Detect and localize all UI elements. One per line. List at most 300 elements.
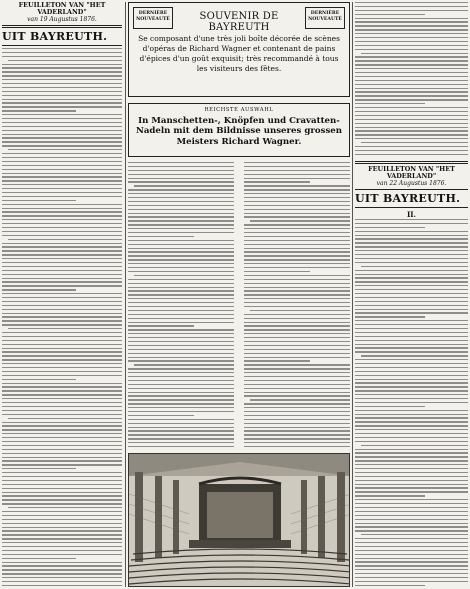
text-line — [128, 446, 234, 447]
text-line — [244, 178, 350, 179]
text-line — [244, 314, 350, 315]
text-line — [2, 530, 122, 531]
text-line — [355, 421, 468, 422]
text-line — [244, 353, 350, 354]
text-line — [128, 411, 234, 412]
text-line — [355, 398, 468, 399]
text-line — [355, 542, 468, 543]
text-line — [128, 162, 234, 163]
text-line — [2, 130, 122, 131]
text-line — [128, 384, 234, 385]
text-line — [8, 239, 122, 240]
text-line — [244, 419, 350, 420]
text-line — [355, 14, 425, 15]
text-line — [128, 213, 234, 214]
text-line — [244, 279, 350, 280]
text-line — [355, 491, 468, 492]
text-line — [2, 558, 76, 559]
text-line — [2, 523, 122, 524]
text-line — [128, 442, 234, 443]
text-line — [2, 519, 122, 520]
text-line — [2, 550, 122, 551]
text-line — [244, 306, 350, 307]
text-line — [355, 45, 468, 46]
text-line — [244, 251, 350, 252]
article-body-text — [128, 162, 234, 447]
text-line — [355, 56, 468, 57]
text-line — [250, 310, 350, 311]
text-line — [244, 205, 350, 206]
text-line — [128, 205, 234, 206]
text-line — [355, 324, 468, 325]
text-line — [244, 329, 350, 330]
text-line — [244, 364, 350, 365]
text-line — [355, 41, 468, 42]
text-line — [128, 166, 234, 167]
text-line — [355, 320, 468, 321]
text-line — [2, 390, 122, 391]
text-line — [355, 433, 468, 434]
text-line — [128, 232, 234, 233]
text-line — [355, 258, 468, 259]
text-line — [355, 111, 468, 112]
text-line — [2, 243, 122, 244]
text-line — [2, 153, 122, 154]
text-line — [128, 251, 234, 252]
text-line — [2, 64, 122, 65]
text-line — [128, 322, 234, 323]
text-line — [355, 441, 468, 442]
text-line — [355, 367, 468, 368]
text-line — [2, 95, 122, 96]
text-line — [244, 337, 350, 338]
text-line — [355, 569, 468, 570]
text-line — [355, 99, 468, 100]
text-line — [2, 266, 122, 267]
text-line — [355, 297, 468, 298]
text-line — [2, 433, 122, 434]
text-line — [355, 577, 468, 578]
text-line — [355, 507, 468, 508]
text-line — [244, 322, 350, 323]
text-line — [2, 223, 122, 224]
text-line — [355, 223, 468, 224]
section-rule — [355, 161, 468, 164]
text-line — [355, 312, 468, 313]
text-line — [2, 316, 122, 317]
column-divider — [352, 2, 353, 587]
text-line — [2, 340, 122, 341]
text-line — [355, 464, 468, 465]
text-line — [355, 60, 468, 61]
text-line — [128, 345, 234, 346]
text-line — [244, 427, 350, 428]
text-line — [128, 419, 234, 420]
text-line — [355, 449, 468, 450]
text-line — [355, 371, 468, 372]
text-line — [8, 418, 122, 419]
text-line — [128, 197, 234, 198]
ad-title: SOUVENIR DE BAYREUTH — [199, 11, 279, 33]
text-line — [128, 314, 234, 315]
text-line — [2, 488, 122, 489]
text-line — [2, 402, 122, 403]
text-line — [128, 372, 234, 373]
text-line — [2, 122, 122, 123]
text-line — [2, 464, 122, 465]
text-line — [355, 390, 468, 391]
text-line — [2, 348, 122, 349]
text-line — [128, 349, 234, 350]
text-line — [355, 309, 468, 310]
text-line — [2, 367, 122, 368]
text-line — [2, 398, 122, 399]
text-line — [8, 328, 122, 329]
text-line — [355, 33, 468, 34]
text-line — [244, 372, 350, 373]
text-line — [2, 274, 122, 275]
text-line — [355, 246, 468, 247]
text-line — [355, 581, 468, 582]
text-line — [128, 388, 234, 389]
header-rule — [355, 189, 468, 190]
text-line — [355, 503, 468, 504]
text-line — [2, 457, 122, 458]
text-line — [2, 449, 122, 450]
text-line — [2, 476, 122, 477]
text-line — [2, 301, 122, 302]
text-line — [2, 180, 122, 181]
text-line — [244, 395, 350, 396]
text-line — [244, 185, 350, 186]
text-line — [128, 310, 234, 311]
center-article — [128, 162, 350, 452]
text-line — [355, 515, 468, 516]
feuilleton-date: van 22 Augustus 1876. — [376, 180, 447, 188]
text-line — [2, 371, 122, 372]
text-line — [2, 83, 122, 84]
text-line — [2, 577, 122, 578]
text-line — [128, 380, 234, 381]
text-line — [128, 271, 234, 272]
text-line — [355, 49, 468, 50]
text-line — [8, 149, 122, 150]
text-line — [2, 196, 122, 197]
text-line — [128, 357, 234, 358]
title-rule — [355, 207, 468, 208]
text-line — [355, 115, 468, 116]
text-line — [128, 181, 234, 182]
text-line — [128, 283, 234, 284]
text-line — [128, 306, 234, 307]
text-line — [355, 344, 468, 345]
text-line — [250, 220, 350, 221]
text-line — [2, 215, 122, 216]
text-line — [2, 336, 122, 337]
text-line — [355, 561, 468, 562]
text-line — [128, 294, 234, 295]
advertisement-souvenir — [128, 2, 350, 97]
text-line — [2, 324, 122, 325]
text-line — [128, 399, 234, 400]
text-line — [128, 403, 234, 404]
text-line — [128, 220, 234, 221]
text-line — [355, 480, 468, 481]
text-line — [244, 403, 350, 404]
text-line — [355, 414, 468, 415]
text-line — [244, 376, 350, 377]
text-line — [355, 235, 468, 236]
text-line — [355, 227, 425, 228]
text-line — [2, 297, 122, 298]
text-line — [2, 250, 122, 251]
text-line — [2, 460, 122, 461]
article-title: UIT BAYREUTH. — [355, 192, 461, 206]
text-line — [355, 476, 468, 477]
text-line — [244, 166, 350, 167]
text-line — [355, 76, 468, 77]
text-line — [244, 341, 350, 342]
text-line — [128, 427, 234, 428]
text-line — [128, 423, 234, 424]
text-line — [2, 480, 122, 481]
ad-body: Se composant d'une très joli boîte décorée de scènes d'opéras de Richard Wagner et contenant de pains d'épices d'un goût exquisit; très recommandé à tous les visiteurs des fêtes. — [138, 34, 340, 73]
text-line — [2, 453, 122, 454]
text-line — [355, 363, 468, 364]
text-line — [244, 287, 350, 288]
text-line — [244, 423, 350, 424]
text-line — [355, 585, 425, 586]
text-line — [355, 460, 468, 461]
text-line — [355, 18, 468, 19]
text-line — [244, 275, 350, 276]
right-column — [355, 2, 468, 587]
text-line — [355, 91, 468, 92]
text-line — [2, 313, 122, 314]
text-line — [355, 301, 468, 302]
text-line — [355, 127, 468, 128]
text-line — [128, 318, 234, 319]
text-line — [355, 238, 468, 239]
article-title: UIT BAYREUTH. — [2, 30, 108, 43]
text-line — [128, 392, 234, 393]
left-column — [2, 2, 122, 587]
text-line — [2, 320, 122, 321]
text-line — [128, 298, 234, 299]
text-line — [355, 123, 468, 124]
text-line — [355, 231, 468, 232]
text-line — [128, 193, 234, 194]
text-line — [2, 472, 122, 473]
text-line — [355, 328, 468, 329]
text-line — [2, 484, 122, 485]
text-line — [2, 75, 122, 76]
text-line — [2, 106, 122, 107]
text-line — [355, 95, 468, 96]
text-line — [128, 267, 234, 268]
text-line — [244, 360, 310, 361]
text-line — [361, 534, 468, 535]
text-line — [2, 137, 122, 138]
text-line — [244, 263, 350, 264]
text-line — [2, 585, 122, 586]
text-line — [355, 472, 468, 473]
text-line — [244, 298, 350, 299]
text-line — [244, 407, 350, 408]
text-line — [128, 248, 234, 249]
text-line — [2, 227, 122, 228]
text-line — [355, 487, 468, 488]
text-line — [2, 281, 122, 282]
text-line — [8, 507, 122, 508]
text-line — [244, 224, 350, 225]
text-line — [244, 446, 350, 447]
text-line — [355, 379, 468, 380]
text-line — [128, 279, 234, 280]
text-line — [134, 185, 234, 186]
text-line — [2, 394, 122, 395]
text-line — [355, 437, 468, 438]
text-line — [128, 434, 234, 435]
text-line — [355, 406, 425, 407]
text-line — [244, 232, 350, 233]
text-line — [355, 351, 468, 352]
text-line — [355, 150, 468, 151]
text-line — [244, 384, 350, 385]
text-line — [361, 355, 468, 356]
text-line — [2, 204, 122, 205]
text-line — [2, 157, 122, 158]
text-line — [134, 364, 234, 365]
text-line — [2, 499, 122, 500]
text-line — [355, 336, 468, 337]
text-line — [244, 430, 350, 431]
text-line — [355, 88, 468, 89]
text-line — [128, 438, 234, 439]
theatre-interior-engraving — [128, 453, 350, 587]
text-line — [355, 347, 468, 348]
text-line — [2, 99, 122, 100]
text-line — [244, 181, 310, 182]
text-line — [128, 259, 234, 260]
text-line — [2, 285, 122, 286]
text-line — [244, 438, 350, 439]
text-line — [244, 357, 350, 358]
text-line — [355, 138, 468, 139]
text-line — [355, 519, 468, 520]
center-column-left — [128, 162, 234, 452]
text-line — [2, 169, 122, 170]
text-line — [2, 573, 122, 574]
text-line — [244, 228, 350, 229]
article-body-text — [355, 2, 468, 155]
text-line — [2, 278, 122, 279]
text-line — [2, 161, 122, 162]
text-line — [2, 546, 122, 547]
text-line — [355, 523, 468, 524]
text-line — [355, 64, 468, 65]
text-line — [355, 277, 468, 278]
text-line — [244, 267, 350, 268]
text-line — [355, 6, 468, 7]
text-line — [355, 80, 468, 81]
text-line — [244, 259, 350, 260]
text-line — [244, 345, 350, 346]
text-line — [355, 103, 425, 104]
text-line — [355, 21, 468, 22]
text-line — [355, 154, 468, 155]
text-line — [128, 353, 234, 354]
text-line — [128, 376, 234, 377]
text-line — [128, 302, 234, 303]
text-line — [2, 534, 122, 535]
text-line — [2, 102, 122, 103]
text-line — [128, 333, 234, 334]
text-line — [355, 386, 468, 387]
text-line — [355, 285, 468, 286]
text-line — [355, 495, 425, 496]
text-line — [355, 270, 468, 271]
feuilleton-date: van 19 Augustus 1876. — [27, 16, 97, 23]
text-line — [2, 246, 122, 247]
text-line — [355, 72, 468, 73]
text-line — [355, 2, 468, 3]
text-line — [355, 219, 468, 220]
text-line — [2, 176, 122, 177]
text-line — [2, 359, 122, 360]
text-line — [128, 341, 234, 342]
text-line — [2, 67, 122, 68]
text-line — [2, 363, 122, 364]
text-line — [244, 333, 350, 334]
text-line — [244, 240, 350, 241]
text-line — [355, 281, 468, 282]
text-line — [2, 538, 122, 539]
text-line — [244, 349, 350, 350]
text-line — [2, 429, 122, 430]
text-line — [128, 255, 234, 256]
text-line — [2, 386, 122, 387]
text-line — [2, 422, 122, 423]
text-line — [2, 309, 122, 310]
text-line — [355, 511, 468, 512]
text-line — [244, 197, 350, 198]
text-line — [355, 340, 468, 341]
text-line — [244, 388, 350, 389]
text-line — [244, 162, 350, 163]
text-line — [244, 189, 350, 190]
text-line — [355, 452, 468, 453]
text-line — [244, 380, 350, 381]
text-line — [2, 305, 122, 306]
text-line — [244, 442, 350, 443]
text-line — [361, 266, 468, 267]
text-line — [355, 359, 468, 360]
text-line — [244, 434, 350, 435]
text-line — [244, 368, 350, 369]
text-line — [128, 201, 234, 202]
text-line — [2, 569, 122, 570]
text-line — [355, 37, 468, 38]
text-line — [355, 425, 468, 426]
text-line — [2, 554, 122, 555]
text-line — [355, 119, 468, 120]
header-rule — [2, 25, 122, 28]
text-line — [244, 201, 350, 202]
text-line — [2, 56, 122, 57]
text-line — [244, 170, 350, 171]
text-line — [355, 530, 468, 531]
